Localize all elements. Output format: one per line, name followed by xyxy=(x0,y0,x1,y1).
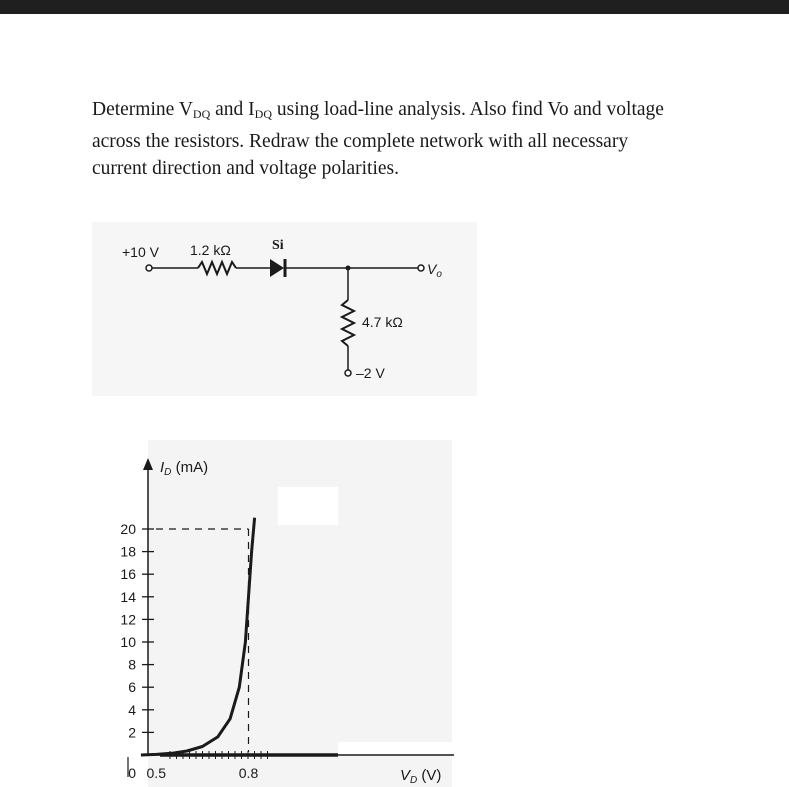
output-label: $V_o$ xyxy=(427,261,442,280)
diode-characteristic-curve xyxy=(141,518,255,755)
y-tick-label: 6 xyxy=(128,679,136,696)
y-tick-label: 8 xyxy=(128,656,136,673)
x-tick-label: 0.8 xyxy=(238,765,259,781)
y-tick-label: 14 xyxy=(120,588,136,605)
negative-source-label: –2 V xyxy=(356,365,385,381)
resistor-1-label: 1.2 kΩ xyxy=(190,242,231,258)
y-axis-arrow xyxy=(143,458,153,470)
y-tick-label: 10 xyxy=(120,634,136,650)
negative-terminal xyxy=(345,370,351,376)
resistor-1-zigzag xyxy=(198,262,236,274)
problem-statement: Determine $V_{DQ}$ and $I_{DQ}$ using load-line analysis. Also find Vo and voltage across the resistors. Redraw the complete network with all necessary current direction and voltage polarities. xyxy=(92,99,664,179)
source-label: +10 V xyxy=(122,244,159,260)
diode-symbol xyxy=(270,259,284,277)
y-axis-label: $I_D$ (mA) xyxy=(160,459,209,478)
resistor-2-label: 4.7 kΩ xyxy=(362,314,403,330)
x-axis-label: $V_D$ (V) xyxy=(400,767,442,786)
y-tick-label: 18 xyxy=(120,543,136,560)
x-tick-label: 0.5 xyxy=(146,765,166,781)
y-tick-label: 12 xyxy=(120,611,136,628)
diode-iv-chart xyxy=(120,458,454,786)
y-tick-label: 4 xyxy=(128,701,136,718)
output-terminal xyxy=(418,265,424,271)
resistor-2-zigzag xyxy=(342,300,354,346)
circuit-diagram xyxy=(122,238,442,381)
diode-label: Si xyxy=(272,238,284,253)
y-tick-label: 20 xyxy=(120,521,136,537)
y-tick-label: 0 xyxy=(128,765,136,781)
y-tick-label: 16 xyxy=(120,566,136,583)
y-tick-label: 2 xyxy=(128,724,136,741)
source-terminal xyxy=(146,265,152,271)
